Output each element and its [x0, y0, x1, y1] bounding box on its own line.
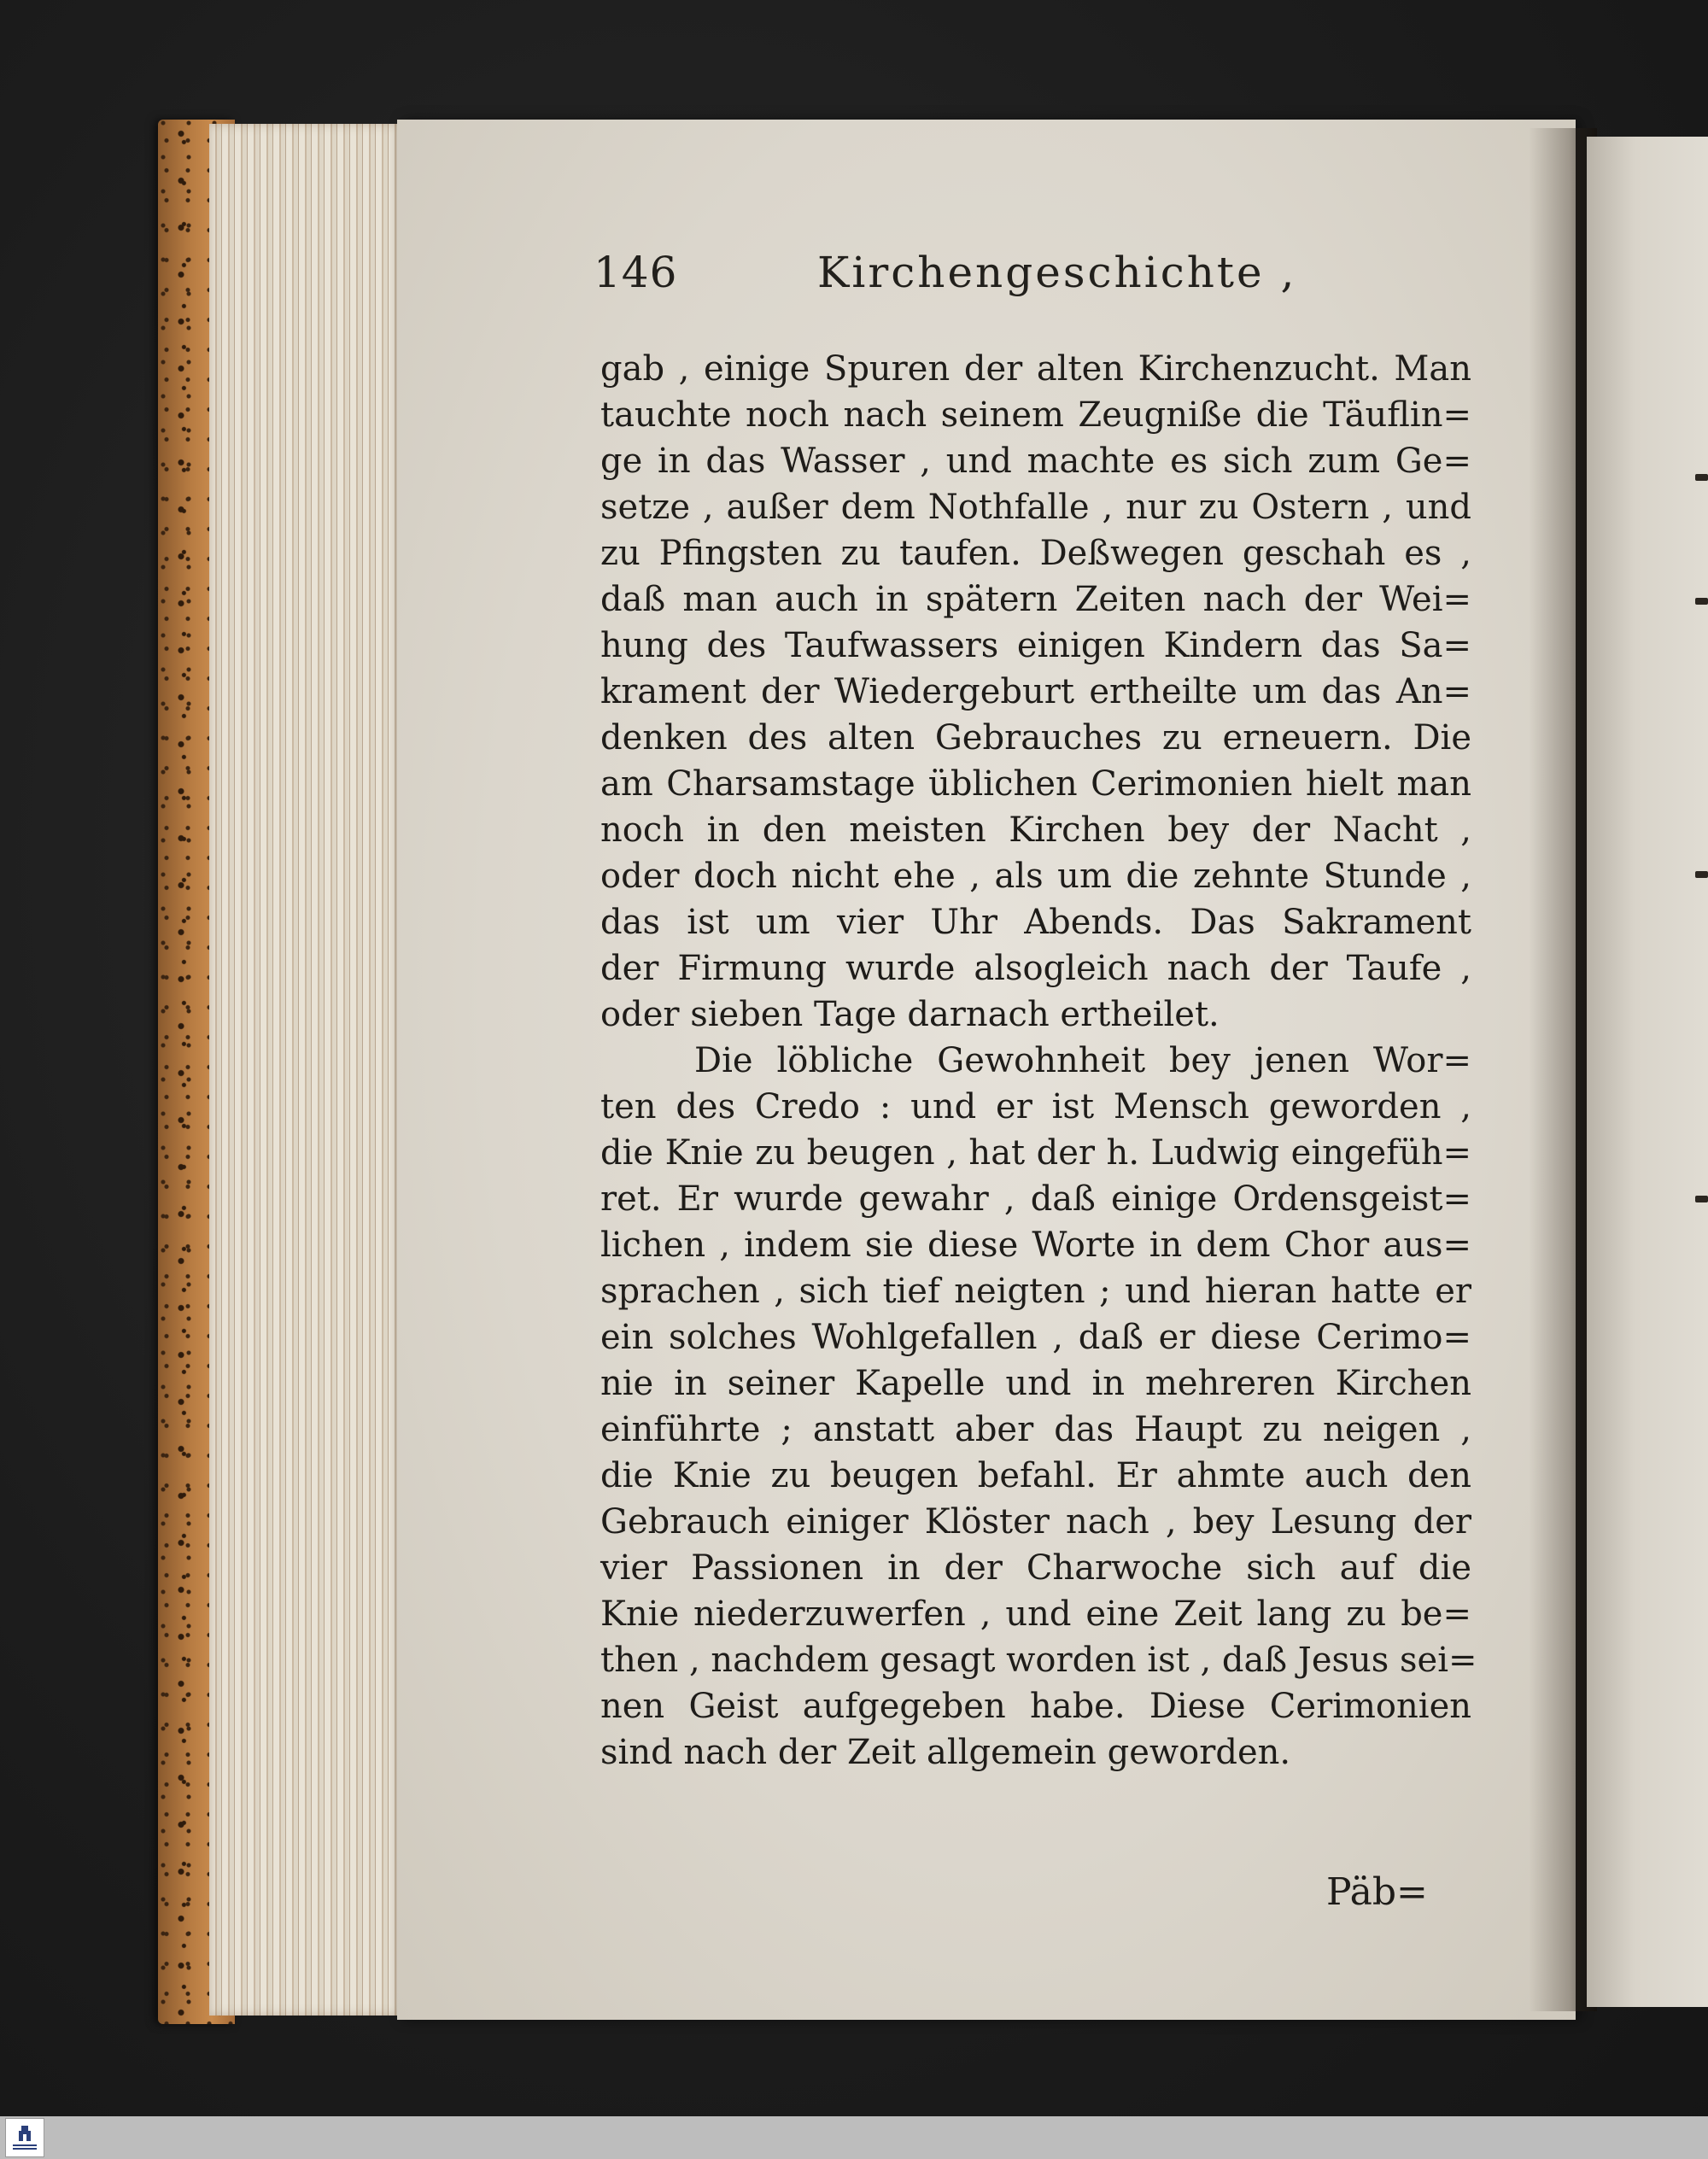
body-text — [600, 346, 1477, 1776]
text-line: sind nach der Zeit allgemein geworden. — [600, 1733, 1291, 1772]
viewer-footer-bar — [0, 2116, 1708, 2159]
text-line: noch in den meisten Kirchen bey der Nacht , — [600, 810, 1471, 850]
text-line: ein solches Wohlgefallen , daß er diese Cerimo= — [600, 1318, 1471, 1357]
text-line: daß man auch in spätern Zeiten nach der Wei= — [600, 580, 1471, 619]
text-line: vier Passionen in der Charwoche sich auf die — [600, 1548, 1471, 1588]
facing-page-mark — [1695, 598, 1708, 605]
text-line: gab , einige Spuren der alten Kirchenzucht. Man — [600, 349, 1471, 389]
text-line: oder doch nicht ehe , als um die zehnte Stunde , — [600, 857, 1471, 896]
catchword: Päb= — [1326, 1870, 1428, 1914]
text-line: denken des alten Gebrauches zu erneuern. Die — [600, 718, 1471, 758]
text-line: Die löbliche Gewohnheit bey jenen Wor= — [694, 1041, 1471, 1080]
page-block-edges — [209, 124, 401, 2016]
text-line: nie in seiner Kapelle und in mehreren Kirchen — [600, 1364, 1471, 1403]
facing-page-mark — [1695, 871, 1708, 878]
text-line: nen Geist aufgegeben habe. Diese Cerimonien — [600, 1687, 1471, 1726]
text-line: oder sieben Tage darnach ertheilet. — [600, 995, 1220, 1034]
text-line: das ist um vier Uhr Abends. Das Sakrament — [600, 903, 1471, 942]
text-line: lichen , indem sie diese Worte in dem Chor aus= — [600, 1226, 1471, 1265]
facing-page — [1587, 137, 1708, 2007]
text-line: ret. Er wurde gewahr , daß einige Ordensgeist= — [600, 1179, 1471, 1219]
page-number: 146 — [594, 248, 678, 297]
text-line: Gebrauch einiger Klöster nach , bey Lesung der — [600, 1502, 1471, 1542]
running-head-title: Kirchengeschichte , — [817, 248, 1297, 297]
text-line: die Knie zu beugen befahl. Er ahmte auch den — [600, 1456, 1471, 1495]
facing-page-mark — [1695, 474, 1708, 481]
text-line: krament der Wiedergeburt ertheilte um das An= — [600, 672, 1471, 711]
text-line: ten des Credo : und er ist Mensch geworden , — [600, 1087, 1471, 1126]
library-logo-icon[interactable] — [5, 2118, 44, 2157]
text-line: tauchte noch nach seinem Zeugniße die Täuflin= — [600, 395, 1471, 435]
text-line: Knie niederzuwerfen , und eine Zeit lang zu be= — [600, 1594, 1471, 1634]
text-line: ge in das Wasser , und machte es sich zum Ge= — [600, 442, 1471, 481]
text-line: die Knie zu beugen , hat der h. Ludwig eingefüh= — [600, 1133, 1471, 1173]
text-line: zu Pfingsten zu taufen. Deßwegen geschah es , — [600, 534, 1471, 573]
running-head — [594, 248, 1499, 316]
text-line: hung des Taufwassers einigen Kindern das Sa= — [600, 626, 1471, 665]
text-line: sprachen , sich tief neigten ; und hieran hatte er — [600, 1272, 1471, 1311]
text-line: der Firmung wurde alsogleich nach der Taufe , — [600, 949, 1471, 988]
text-line: then , nachdem gesagt worden ist , daß Jesus sei= — [600, 1641, 1477, 1680]
facing-page-mark — [1695, 1196, 1708, 1202]
text-line: am Charsamstage üblichen Cerimonien hielt man — [600, 764, 1471, 804]
text-line: setze , außer dem Nothfalle , nur zu Ostern , und — [600, 488, 1471, 527]
text-line: einführte ; anstatt aber das Haupt zu neigen , — [600, 1410, 1471, 1449]
